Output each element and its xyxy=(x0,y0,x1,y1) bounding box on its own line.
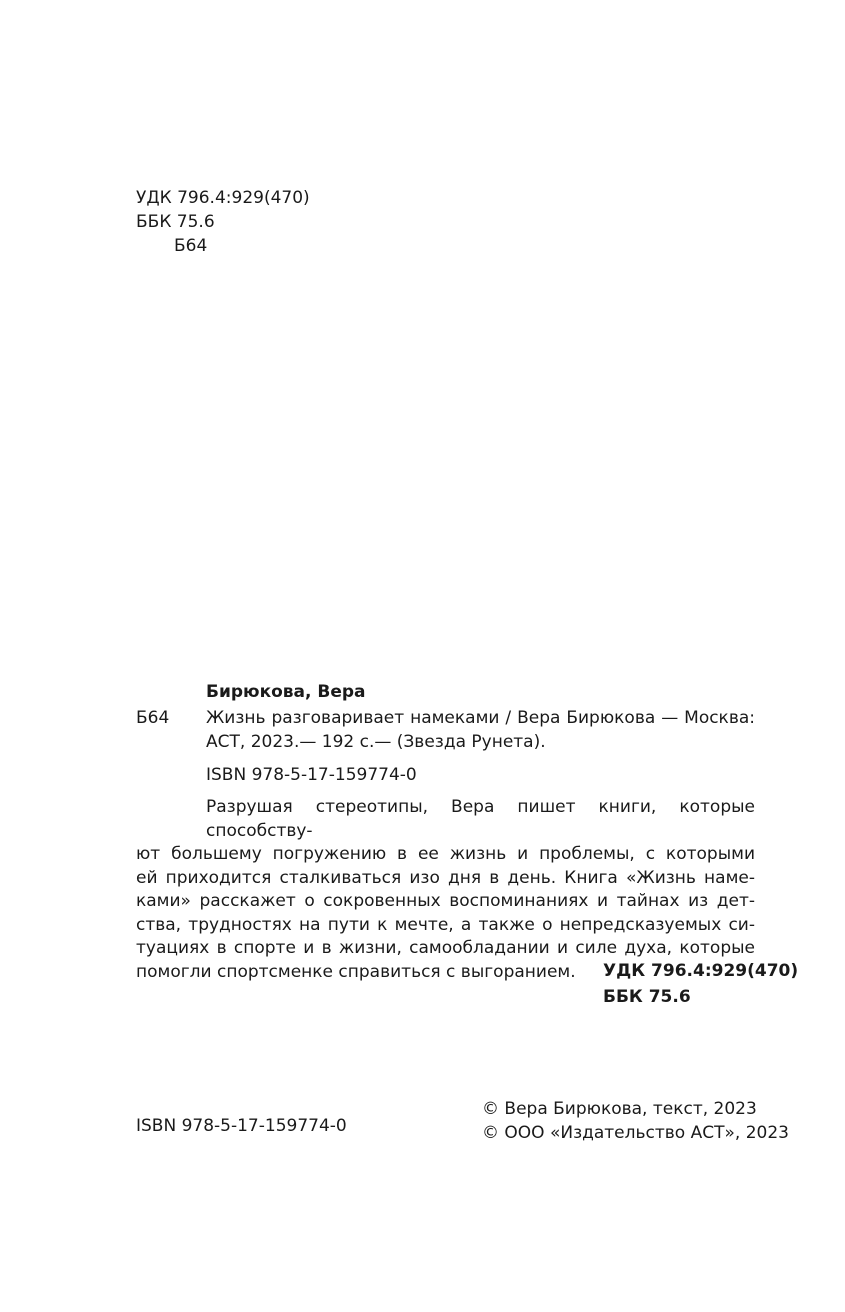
udk-code-bottom: УДК 796.4:929(470) xyxy=(603,961,799,981)
title-line-1: Жизнь разговаривает намеками / Вера Бирюкова — Москва: xyxy=(206,708,755,728)
annotation-line: ками» расскажет о сокровенных воспоминаниях и тайнах из дет- xyxy=(136,891,755,911)
annotation-line: туациях в спорте и в жизни, самообладании и силе духа, которые xyxy=(136,938,755,958)
copyright-publisher: © ООО «Издательство АСТ», 2023 xyxy=(482,1123,789,1143)
author-mark-top: Б64 xyxy=(174,236,208,256)
annotation-line: ей приходится сталкиваться изо дня в день. Книга «Жизнь наме- xyxy=(136,867,755,888)
author-heading: Бирюкова, Вера xyxy=(206,682,366,702)
annotation-line: Разрушая стереотипы, Вера пишет книги, которые способству- xyxy=(206,797,755,841)
bbk-code-bottom: ББК 75.6 xyxy=(603,987,691,1007)
annotation-line: помогли спортсменке справиться с выгоранием. xyxy=(136,961,576,982)
title-line-2: АСТ, 2023.— 192 с.— (Звезда Рунета). xyxy=(206,732,546,752)
isbn-footer: ISBN 978-5-17-159774-0 xyxy=(136,1116,347,1136)
annotation-line: ства, трудностях на пути к мечте, а также о непредсказуемых си- xyxy=(136,914,755,935)
annotation-paragraph xyxy=(136,796,755,984)
copyright-text: © Вера Бирюкова, текст, 2023 xyxy=(482,1099,757,1119)
isbn-record: ISBN 978-5-17-159774-0 xyxy=(206,765,417,785)
bbk-code-top: ББК 75.6 xyxy=(136,212,215,232)
author-mark-record: Б64 xyxy=(136,708,170,728)
annotation-line: ют большему погружению в ее жизнь и проблемы, с которыми xyxy=(136,844,755,864)
udk-code-top: УДК 796.4:929(470) xyxy=(136,188,310,208)
